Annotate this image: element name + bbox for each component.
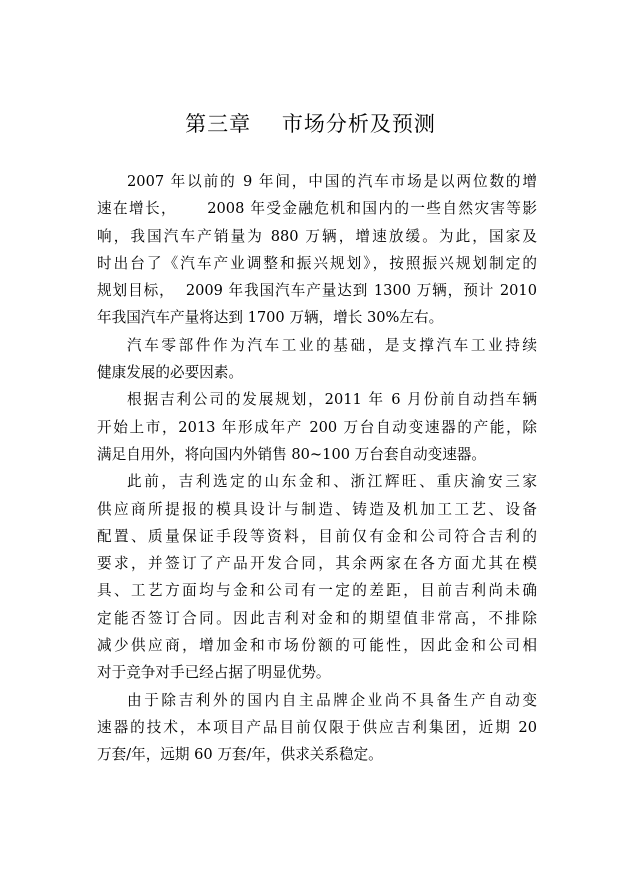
text-line: 汽车零部件作为汽车工业的基础，是支撑汽车工业持续 [127, 336, 537, 354]
text-line: 此前，吉利选定的山东金和、浙江辉旺、重庆渝安三家 [127, 473, 537, 491]
text-line: 根据吉利公司的发展规划，2011 年 6 月份前自动挡车辆 [127, 391, 537, 409]
chapter-title: 第三章 市场分析及预测 [185, 112, 436, 136]
text-line: 2007 年以前的 9 年间，中国的汽车市场是以两位数的增 [127, 173, 537, 190]
text-line: 年我国汽车产量将达到 1700 万辆，增长 30%左右。 [97, 309, 444, 327]
text-line: 要求，并签订了产品开发合同，其余两家在各方面尤其在模 [97, 555, 537, 573]
text-line: 速器的技术，本项目产品目前仅限于供应吉利集团，近期 20 [97, 718, 537, 736]
text-line: 速在增长， 2008 年受金融危机和国内的一些自然灾害等影 [97, 200, 537, 218]
paragraph [97, 386, 537, 468]
text-line: 供应商所提报的模具设计与制造、铸造及机加工工艺、设备 [97, 500, 537, 518]
text-line: 时出台了《汽车产业调整和振兴规划》，按照振兴规划制定的 [97, 254, 537, 272]
text-line: 由于除吉利外的国内自主品牌企业尚不具备生产自动变 [127, 691, 537, 709]
paragraph [97, 332, 537, 387]
text-line: 配置、质量保证手段等资料，目前仅有金和公司符合吉利的 [97, 527, 537, 545]
text-line: 具、工艺方面均与金和公司有一定的差距，目前吉利尚未确 [97, 582, 537, 600]
text-line: 定能否签订合同。因此吉利对金和的期望值非常高，不排除 [97, 609, 537, 627]
paragraph [97, 468, 537, 686]
text-line: 开始上市，2013 年形成年产 200 万台自动变速器的产能，除 [97, 418, 537, 436]
text-line: 减少供应商，增加金和市场份额的可能性，因此金和公司相 [97, 637, 537, 655]
text-line: 规划目标， 2009 年我国汽车产量达到 1300 万辆，预计 2010 [97, 282, 537, 300]
text-line: 响，我国汽车产销量为 880 万辆，增速放缓。为此，国家及 [97, 227, 537, 245]
text-line: 万套/年，远期 60 万套/年，供求关系稳定。 [97, 746, 383, 764]
document-body [97, 168, 537, 769]
text-line: 对于竞争对手已经占据了明显优势。 [97, 664, 331, 682]
text-line: 满足自用外，将向国内外销售 80~100 万台套自动变速器。 [97, 445, 486, 463]
paragraph [97, 168, 537, 332]
text-line: 健康发展的必要因素。 [97, 364, 243, 382]
paragraph [97, 687, 537, 769]
